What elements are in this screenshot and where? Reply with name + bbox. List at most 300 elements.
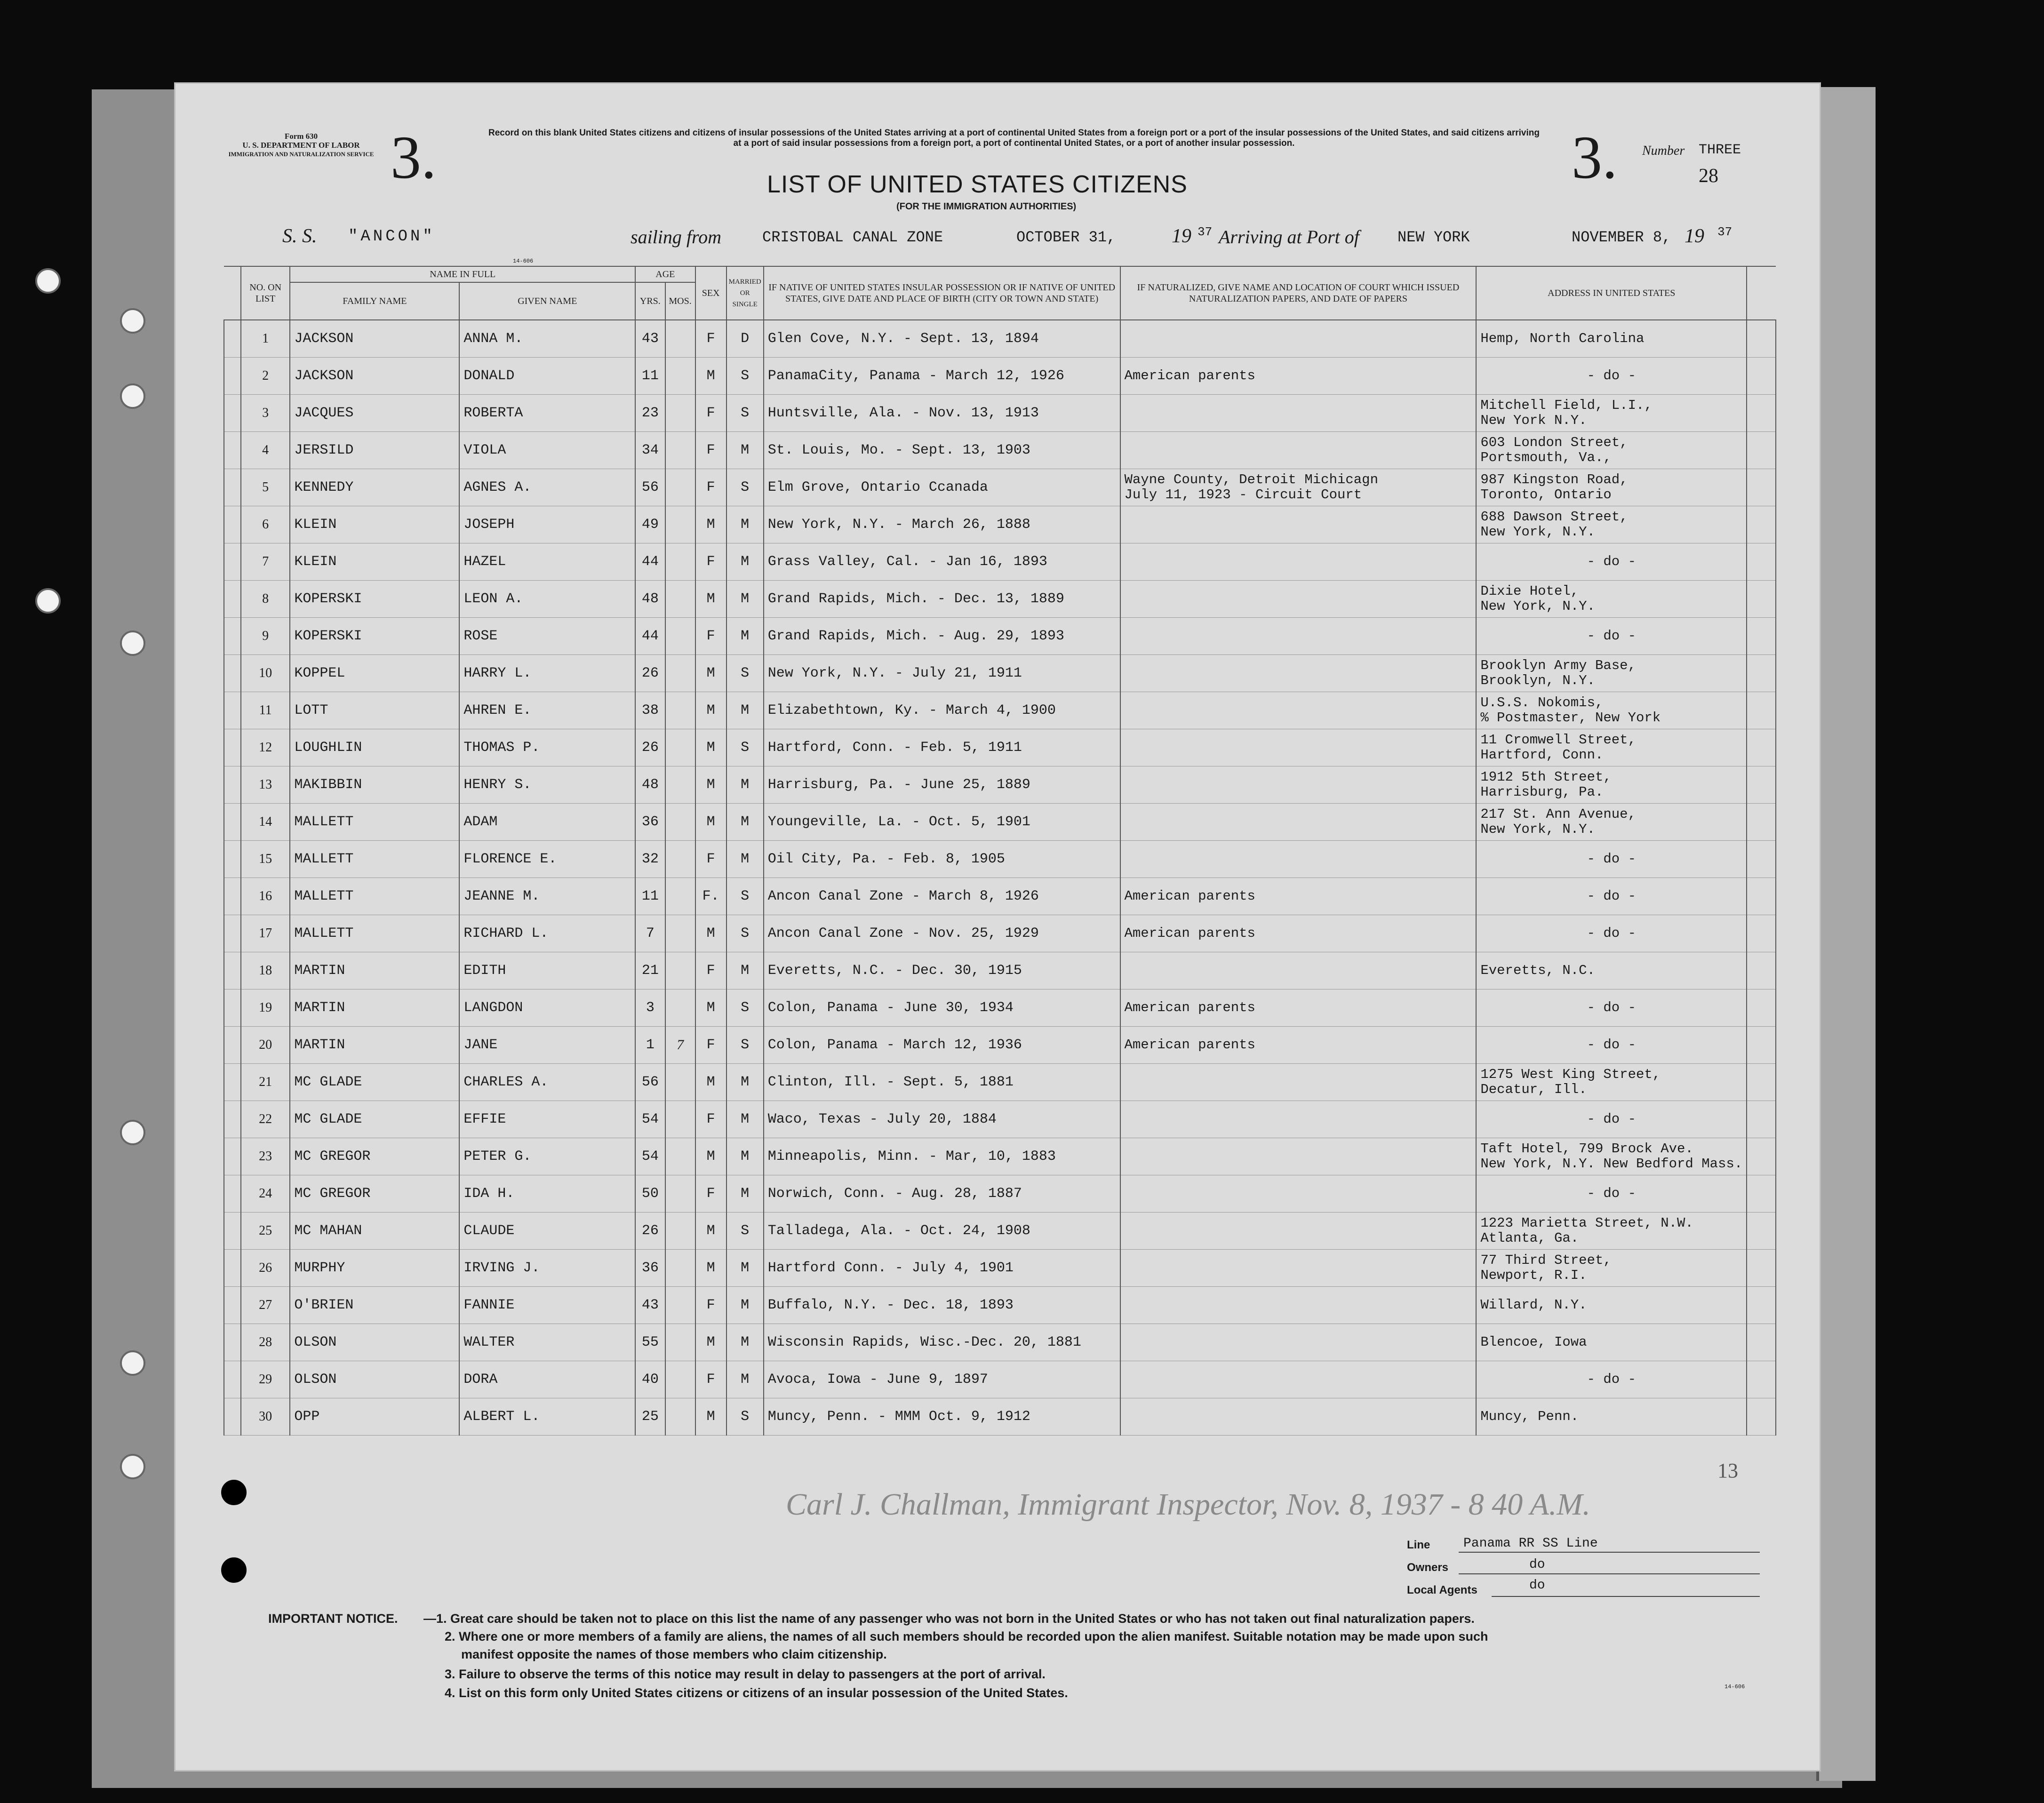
naturalization-info xyxy=(1120,1213,1477,1250)
family-name: LOUGHLIN xyxy=(290,729,459,766)
form-info xyxy=(221,132,381,159)
birth-info: Youngeville, La. - Oct. 5, 1901 xyxy=(764,804,1120,841)
family-name: LOTT xyxy=(290,692,459,729)
table-row xyxy=(224,1101,1776,1138)
service: IMMIGRATION AND NATURALIZATION SERVICE xyxy=(228,151,374,158)
address xyxy=(1476,766,1747,804)
family-name: MALLETT xyxy=(290,841,459,878)
row-number: 22 xyxy=(241,1101,290,1138)
age-years: 36 xyxy=(635,804,665,841)
naturalization-line-2: July 11, 1923 - Circuit Court xyxy=(1124,487,1362,503)
birth-info: Grand Rapids, Mich. - Dec. 13, 1889 xyxy=(764,581,1120,618)
given-name: EDITH xyxy=(459,952,635,989)
address xyxy=(1476,1138,1747,1175)
table-row xyxy=(224,1064,1776,1101)
table-row xyxy=(224,1361,1776,1398)
naturalization-info xyxy=(1120,1361,1477,1398)
age-years: 49 xyxy=(635,506,665,543)
address-line: Blencoe, Iowa xyxy=(1480,1334,1587,1350)
marital-status: M xyxy=(727,1064,764,1101)
naturalization-info xyxy=(1120,358,1477,395)
marital-status: M xyxy=(727,1138,764,1175)
punch-hole xyxy=(120,1350,145,1376)
age-months xyxy=(665,1213,695,1250)
naturalization-info xyxy=(1120,543,1477,581)
sex: M xyxy=(695,804,727,841)
sex: F xyxy=(695,395,727,432)
age-months xyxy=(665,1101,695,1138)
row-margin-right xyxy=(1747,1101,1776,1138)
age-years: 48 xyxy=(635,766,665,804)
table-row xyxy=(224,1287,1776,1324)
number-label: Number xyxy=(1642,144,1685,158)
row-number: 14 xyxy=(241,804,290,841)
notice-item-2-cont: manifest opposite the names of those members who claim citizenship. xyxy=(461,1647,887,1661)
family-name: KENNEDY xyxy=(290,469,459,506)
table-row xyxy=(224,320,1776,358)
age-years: 3 xyxy=(635,989,665,1027)
given-name: ALBERT L. xyxy=(459,1398,635,1436)
sex: M xyxy=(695,1398,727,1436)
birth-info: Grass Valley, Cal. - Jan 16, 1893 xyxy=(764,543,1120,581)
address-line: Everetts, N.C. xyxy=(1480,963,1595,978)
naturalization-info xyxy=(1120,989,1477,1027)
arrival-year-prefix: 19 xyxy=(1685,225,1704,247)
sex: F xyxy=(695,320,727,358)
address xyxy=(1476,1175,1747,1213)
corner-mark-right: 3. xyxy=(1572,124,1618,191)
row-margin-right xyxy=(1747,1398,1776,1436)
naturalization-info xyxy=(1120,1287,1477,1324)
age-years: 54 xyxy=(635,1101,665,1138)
family-name: OLSON xyxy=(290,1361,459,1398)
binder-edge xyxy=(1816,87,1876,1781)
age-years: 26 xyxy=(635,655,665,692)
age-months xyxy=(665,581,695,618)
row-margin xyxy=(224,841,241,878)
naturalization-info xyxy=(1120,320,1477,358)
family-name: MURPHY xyxy=(290,1250,459,1287)
address-line-2: Atlanta, Ga. xyxy=(1480,1230,1579,1246)
sex: M xyxy=(695,692,727,729)
naturalization-info xyxy=(1120,655,1477,692)
row-number: 18 xyxy=(241,952,290,989)
row-number: 12 xyxy=(241,729,290,766)
address-line-2: Brooklyn, N.Y. xyxy=(1480,673,1595,688)
sex: F xyxy=(695,432,727,469)
naturalization-info xyxy=(1120,1250,1477,1287)
row-margin-right xyxy=(1747,618,1776,655)
marital-status: M xyxy=(727,432,764,469)
birth-info: Oil City, Pa. - Feb. 8, 1905 xyxy=(764,841,1120,878)
table-row xyxy=(224,469,1776,506)
sex: M xyxy=(695,1324,727,1361)
col-family-name: FAMILY NAME xyxy=(290,282,459,320)
given-name: JEANNE M. xyxy=(459,878,635,915)
sailing-year: 37 xyxy=(1198,225,1213,239)
address-line-2: New York, N.Y. xyxy=(1480,822,1595,837)
row-margin xyxy=(224,1064,241,1101)
col-name-in-full: NAME IN FULL xyxy=(290,266,635,282)
naturalization-info xyxy=(1120,506,1477,543)
age-months xyxy=(665,432,695,469)
address-line: - do - xyxy=(1587,628,1636,644)
address-line-2: Portsmouth, Va., xyxy=(1480,450,1612,465)
row-margin xyxy=(224,1287,241,1324)
punch-hole xyxy=(120,383,145,409)
ship-label: S. S. xyxy=(282,225,317,247)
row-number: 5 xyxy=(241,469,290,506)
family-name: JACKSON xyxy=(290,320,459,358)
owners-rule xyxy=(1459,1573,1760,1574)
row-margin xyxy=(224,1250,241,1287)
given-name: HENRY S. xyxy=(459,766,635,804)
marital-status: M xyxy=(727,766,764,804)
row-margin xyxy=(224,432,241,469)
naturalization-info xyxy=(1120,1398,1477,1436)
table-row xyxy=(224,952,1776,989)
address xyxy=(1476,952,1747,989)
birth-info: Talladega, Ala. - Oct. 24, 1908 xyxy=(764,1213,1120,1250)
row-margin-right xyxy=(1747,1027,1776,1064)
naturalization-info xyxy=(1120,581,1477,618)
row-margin-right xyxy=(1747,432,1776,469)
record-instructions: Record on this blank United States citizens and citizens of insular possessions of the United States arriving at a port of continental United States from a foreign port or a port of the insular possessions of the United States, and said citizens arriving at a port of said insular possessions from a foreign port, a port of continental United States, or a port of another insular possession. xyxy=(488,128,1540,148)
address xyxy=(1476,878,1747,915)
sex: F xyxy=(695,469,727,506)
age-months xyxy=(665,952,695,989)
row-margin-right xyxy=(1747,1250,1776,1287)
birth-info: Elm Grove, Ontario Ccanada xyxy=(764,469,1120,506)
age-months xyxy=(665,878,695,915)
row-margin-right xyxy=(1747,1213,1776,1250)
birth-info: PanamaCity, Panama - March 12, 1926 xyxy=(764,358,1120,395)
family-name: MC GLADE xyxy=(290,1101,459,1138)
punch-hole xyxy=(221,1480,247,1505)
address xyxy=(1476,395,1747,432)
age-years: 11 xyxy=(635,358,665,395)
family-name: MARTIN xyxy=(290,1027,459,1064)
col-naturalized: IF NATURALIZED, GIVE NAME AND LOCATION OF COURT WHICH ISSUED NATURALIZATION PAPERS, AND DATE OF PAPERS xyxy=(1120,266,1477,320)
sex: M xyxy=(695,506,727,543)
address xyxy=(1476,469,1747,506)
row-margin xyxy=(224,655,241,692)
age-months xyxy=(665,655,695,692)
line-value: Panama RR SS Line xyxy=(1463,1536,1598,1551)
address-line: 11 Cromwell Street, xyxy=(1480,732,1636,748)
address-line: - do - xyxy=(1587,1372,1636,1387)
address xyxy=(1476,1287,1747,1324)
age-months xyxy=(665,1287,695,1324)
address-line: 1912 5th Street, xyxy=(1480,769,1612,785)
marital-status: M xyxy=(727,1361,764,1398)
given-name: FLORENCE E. xyxy=(459,841,635,878)
department: U. S. DEPARTMENT OF LABOR xyxy=(242,141,360,150)
row-margin xyxy=(224,395,241,432)
given-name: CHARLES A. xyxy=(459,1064,635,1101)
row-margin xyxy=(224,1101,241,1138)
marital-status: M xyxy=(727,581,764,618)
family-name: MC GLADE xyxy=(290,1064,459,1101)
birth-info: Wisconsin Rapids, Wisc.-Dec. 20, 1881 xyxy=(764,1324,1120,1361)
sailing-date: OCTOBER 31, xyxy=(1016,229,1116,246)
row-margin xyxy=(224,729,241,766)
age-months xyxy=(665,1324,695,1361)
table-row xyxy=(224,841,1776,878)
naturalization-info xyxy=(1120,804,1477,841)
address xyxy=(1476,729,1747,766)
age-years: 25 xyxy=(635,1398,665,1436)
family-name: JERSILD xyxy=(290,432,459,469)
age-years: 21 xyxy=(635,952,665,989)
row-margin xyxy=(224,915,241,952)
naturalization-info xyxy=(1120,1138,1477,1175)
row-margin xyxy=(224,543,241,581)
agents-label: Local Agents xyxy=(1407,1584,1477,1596)
row-number: 1 xyxy=(241,320,290,358)
given-name: ROBERTA xyxy=(459,395,635,432)
age-years: 50 xyxy=(635,1175,665,1213)
punch-hole xyxy=(120,308,145,334)
address-line: - do - xyxy=(1587,1111,1636,1127)
age-months xyxy=(665,1398,695,1436)
sex: M xyxy=(695,1213,727,1250)
age-years: 23 xyxy=(635,395,665,432)
row-margin-right xyxy=(1747,469,1776,506)
line-label: Line xyxy=(1407,1539,1430,1551)
number-value: THREE xyxy=(1699,142,1741,158)
table-row xyxy=(224,543,1776,581)
age-months xyxy=(665,915,695,952)
marital-status: M xyxy=(727,1175,764,1213)
family-name: MC MAHAN xyxy=(290,1213,459,1250)
table-row xyxy=(224,1213,1776,1250)
given-name: IRVING J. xyxy=(459,1250,635,1287)
marital-status: D xyxy=(727,320,764,358)
punch-hole xyxy=(35,588,61,614)
col-birth: IF NATIVE OF UNITED STATES INSULAR POSSESSION OR IF NATIVE OF UNITED STATES, GIVE DATE AND PLACE OF BIRTH (CITY OR TOWN AND STATE) xyxy=(764,266,1120,320)
naturalization-info xyxy=(1120,1175,1477,1213)
naturalization-info xyxy=(1120,952,1477,989)
address xyxy=(1476,655,1747,692)
address-line: U.S.S. Nokomis, xyxy=(1480,695,1604,710)
address xyxy=(1476,804,1747,841)
age-months xyxy=(665,320,695,358)
family-name: OLSON xyxy=(290,1324,459,1361)
birth-info: Colon, Panama - March 12, 1936 xyxy=(764,1027,1120,1064)
col-given-name: GIVEN NAME xyxy=(459,282,635,320)
birth-info: Minneapolis, Minn. - Mar, 10, 1883 xyxy=(764,1138,1120,1175)
row-margin-right xyxy=(1747,1287,1776,1324)
naturalization-info xyxy=(1120,878,1477,915)
punch-hole xyxy=(35,268,61,294)
address-line: - do - xyxy=(1587,1000,1636,1015)
marital-status: S xyxy=(727,1213,764,1250)
given-name: VIOLA xyxy=(459,432,635,469)
age-years: 56 xyxy=(635,1064,665,1101)
count-mark: 13 xyxy=(1717,1459,1738,1482)
age-months xyxy=(665,766,695,804)
age-months xyxy=(665,1361,695,1398)
marital-status: M xyxy=(727,1250,764,1287)
sailing-year-prefix: 19 xyxy=(1172,225,1191,247)
address-line: - do - xyxy=(1587,368,1636,383)
address-line: 1223 Marietta Street, N.W. xyxy=(1480,1215,1693,1231)
naturalization-line: American parents xyxy=(1124,368,1255,383)
address xyxy=(1476,581,1747,618)
address xyxy=(1476,841,1747,878)
table-row xyxy=(224,729,1776,766)
row-number: 25 xyxy=(241,1213,290,1250)
address-line: - do - xyxy=(1587,1186,1636,1201)
row-margin-right xyxy=(1747,766,1776,804)
row-margin-right xyxy=(1747,878,1776,915)
row-margin-right xyxy=(1747,1138,1776,1175)
address-line-2: New York, N.Y. xyxy=(1480,598,1595,614)
sheet-number: 28 xyxy=(1699,165,1718,187)
family-name: KOPERSKI xyxy=(290,618,459,655)
table-row xyxy=(224,989,1776,1027)
row-number: 10 xyxy=(241,655,290,692)
notice-item-1: —1. Great care should be taken not to place on this list the name of any passenger who was not born in the United States or who has not taken out final naturalization papers. xyxy=(423,1612,1475,1626)
notice-item-2: 2. Where one or more members of a family are aliens, the names of all such members should be recorded upon the alien manifest. Suitable notation may be made upon such xyxy=(445,1629,1488,1643)
arriving-label: Arriving at Port of xyxy=(1219,226,1359,247)
row-margin-right xyxy=(1747,395,1776,432)
punch-hole xyxy=(120,630,145,656)
address-line-2: Newport, R.I. xyxy=(1480,1268,1587,1283)
age-months xyxy=(665,989,695,1027)
col-blank xyxy=(224,266,241,320)
row-number: 11 xyxy=(241,692,290,729)
family-name: MC GREGOR xyxy=(290,1138,459,1175)
marital-status: M xyxy=(727,952,764,989)
given-name: DORA xyxy=(459,1361,635,1398)
given-name: DONALD xyxy=(459,358,635,395)
table-row xyxy=(224,1138,1776,1175)
age-years: 43 xyxy=(635,1287,665,1324)
address-line: Brooklyn Army Base, xyxy=(1480,658,1636,673)
naturalization-info xyxy=(1120,841,1477,878)
row-margin-right xyxy=(1747,320,1776,358)
row-number: 30 xyxy=(241,1398,290,1436)
printer-mark: 14-606 xyxy=(513,258,534,264)
birth-info: Muncy, Penn. - MMM Oct. 9, 1912 xyxy=(764,1398,1120,1436)
address xyxy=(1476,320,1747,358)
given-name: AGNES A. xyxy=(459,469,635,506)
address-line-2: Toronto, Ontario xyxy=(1480,487,1612,503)
birth-info: Waco, Texas - July 20, 1884 xyxy=(764,1101,1120,1138)
marital-status: M xyxy=(727,1324,764,1361)
age-years: 7 xyxy=(635,915,665,952)
age-years: 44 xyxy=(635,543,665,581)
given-name: ROSE xyxy=(459,618,635,655)
marital-status: M xyxy=(727,1101,764,1138)
family-name: MARTIN xyxy=(290,989,459,1027)
table-row xyxy=(224,1250,1776,1287)
row-margin xyxy=(224,581,241,618)
family-name: OPP xyxy=(290,1398,459,1436)
address xyxy=(1476,1250,1747,1287)
family-name: MARTIN xyxy=(290,952,459,989)
sailing-label: sailing from xyxy=(631,226,721,247)
row-number: 4 xyxy=(241,432,290,469)
birth-info: Huntsville, Ala. - Nov. 13, 1913 xyxy=(764,395,1120,432)
marital-status: M xyxy=(727,1287,764,1324)
age-months xyxy=(665,469,695,506)
given-name: LEON A. xyxy=(459,581,635,618)
sex: M xyxy=(695,1250,727,1287)
given-name: ADAM xyxy=(459,804,635,841)
address xyxy=(1476,1064,1747,1101)
row-margin-right xyxy=(1747,915,1776,952)
table-row xyxy=(224,766,1776,804)
birth-info: Glen Cove, N.Y. - Sept. 13, 1894 xyxy=(764,320,1120,358)
marital-status: S xyxy=(727,729,764,766)
age-years: 34 xyxy=(635,432,665,469)
row-margin xyxy=(224,1398,241,1436)
sex: F xyxy=(695,952,727,989)
family-name: JACKSON xyxy=(290,358,459,395)
row-number: 13 xyxy=(241,766,290,804)
marital-status: S xyxy=(727,1027,764,1064)
birth-info: Avoca, Iowa - June 9, 1897 xyxy=(764,1361,1120,1398)
row-margin xyxy=(224,804,241,841)
address xyxy=(1476,1398,1747,1436)
row-margin xyxy=(224,1361,241,1398)
col-sex: SEX xyxy=(695,266,727,320)
given-name: LANGDON xyxy=(459,989,635,1027)
address xyxy=(1476,1361,1747,1398)
table-row xyxy=(224,358,1776,395)
address-line: Hemp, North Carolina xyxy=(1480,331,1645,346)
arrival-year: 37 xyxy=(1717,225,1733,239)
row-margin xyxy=(224,878,241,915)
birth-info: Norwich, Conn. - Aug. 28, 1887 xyxy=(764,1175,1120,1213)
naturalization-info xyxy=(1120,1027,1477,1064)
sex: M xyxy=(695,358,727,395)
row-margin xyxy=(224,1324,241,1361)
age-years: 55 xyxy=(635,1324,665,1361)
age-months xyxy=(665,804,695,841)
notice-item-4: 4. List on this form only United States citizens or citizens of an insular possession of the United States. xyxy=(445,1686,1068,1700)
row-margin-right xyxy=(1747,804,1776,841)
row-number: 19 xyxy=(241,989,290,1027)
col-no: NO. ON LIST xyxy=(241,266,290,320)
address-line: 688 Dawson Street, xyxy=(1480,509,1628,525)
address-line: 217 St. Ann Avenue, xyxy=(1480,806,1636,822)
birth-info: Hartford Conn. - July 4, 1901 xyxy=(764,1250,1120,1287)
table-row xyxy=(224,506,1776,543)
owners-label: Owners xyxy=(1407,1561,1449,1574)
row-number: 2 xyxy=(241,358,290,395)
sex: F xyxy=(695,1361,727,1398)
row-margin xyxy=(224,692,241,729)
birth-info: Colon, Panama - June 30, 1934 xyxy=(764,989,1120,1027)
sex: F xyxy=(695,1101,727,1138)
sex: M xyxy=(695,989,727,1027)
given-name: HAZEL xyxy=(459,543,635,581)
row-margin-right xyxy=(1747,989,1776,1027)
age-months xyxy=(665,729,695,766)
row-number: 7 xyxy=(241,543,290,581)
birth-info: Everetts, N.C. - Dec. 30, 1915 xyxy=(764,952,1120,989)
address xyxy=(1476,915,1747,952)
row-margin xyxy=(224,506,241,543)
naturalization-info xyxy=(1120,1324,1477,1361)
naturalization-line: Wayne County, Detroit Michicagn xyxy=(1124,472,1378,487)
table-row xyxy=(224,655,1776,692)
row-margin-right xyxy=(1747,506,1776,543)
